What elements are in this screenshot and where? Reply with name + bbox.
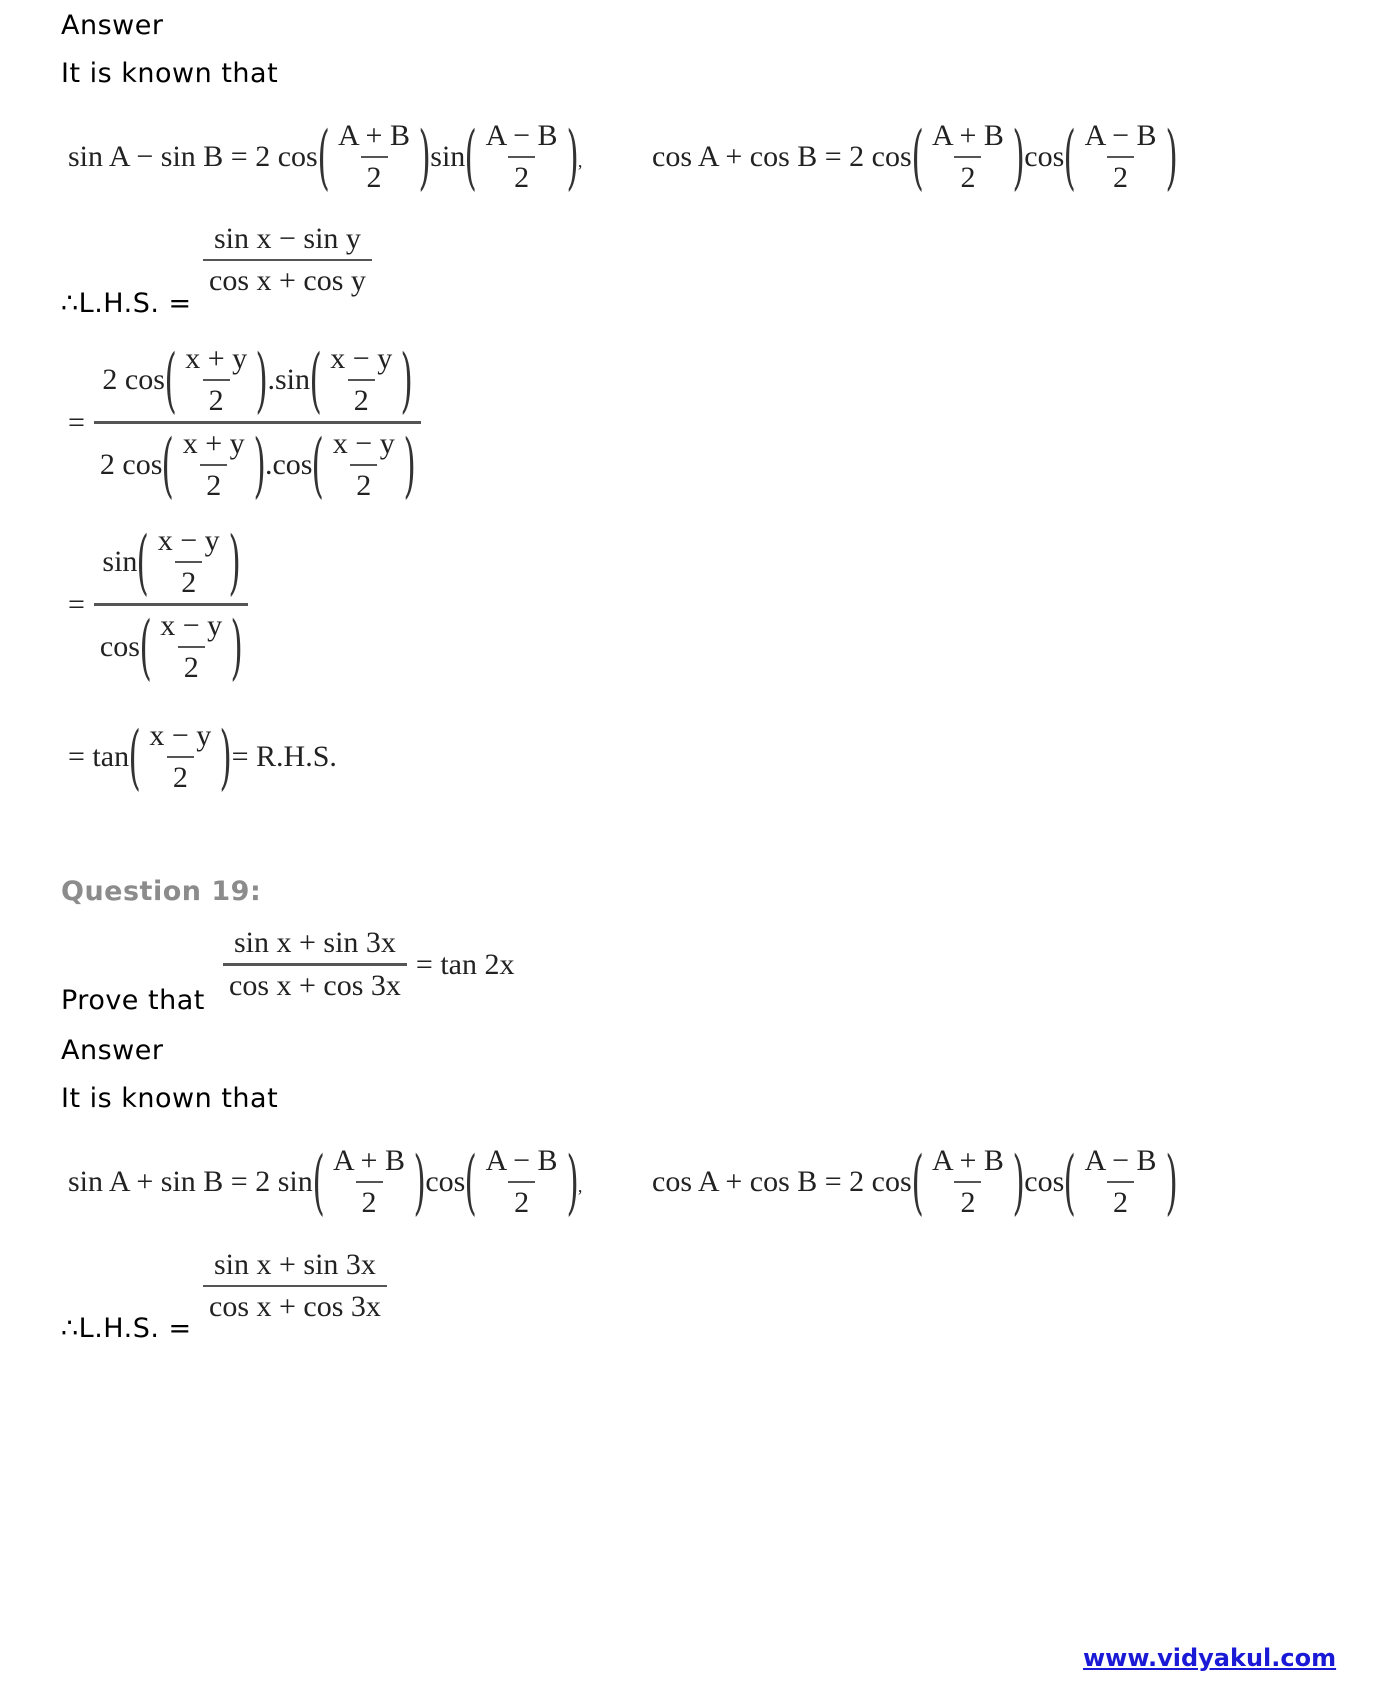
fraction-denominator: 2 — [1107, 1181, 1134, 1220]
lhs-fraction — [200, 222, 375, 298]
known-label: It is known that — [61, 58, 279, 89]
lhs-label-q19: ∴L.H.S. = — [61, 1313, 192, 1344]
step-2: = sin ( $\frac{x - y}{2}$ ) cos ( $\frac{x - y}{2}$ ) — [68, 524, 251, 685]
question-19-title: Question 19: — [61, 876, 262, 907]
fraction-numerator: x − y — [160, 609, 223, 642]
known-label-q19: It is known that — [61, 1083, 279, 1114]
fraction-denominator: 2 — [954, 156, 981, 195]
fraction-numerator: x − y — [149, 719, 212, 752]
fraction-numerator: sin x + sin 3x — [233, 926, 396, 959]
prove-label: Prove that — [61, 985, 205, 1016]
statement-rhs: = tan 2x — [415, 947, 515, 981]
fraction-denominator: 2 — [356, 1181, 383, 1220]
identity-cos-sum: cos A + cos B = 2 cos ( $\frac{A + B}{2}$ ) cos ( $\frac{A - B}{2}$ ) — [652, 116, 1178, 198]
fraction-denominator: 2 — [167, 756, 194, 795]
fraction-denominator: 2 — [350, 464, 377, 503]
fraction-numerator: A − B — [1084, 119, 1157, 152]
fraction-numerator: x + y — [182, 427, 245, 460]
fraction-numerator: sin x + sin 3x — [213, 1248, 376, 1281]
answer-label-q19: Answer — [61, 1035, 164, 1066]
identity-lhs: cos A + cos B = 2 cos — [652, 1165, 912, 1198]
fraction-denominator: 2 — [348, 379, 375, 418]
identity-sin-difference: sin A − sin B = 2 cos ( $\frac{A + B}{2}$ ) sin ( $\frac{A - B}{2}$ ) , — [68, 116, 583, 198]
fraction-numerator: x − y — [157, 524, 220, 557]
denominator-coefficient: 2 cos — [99, 448, 163, 481]
fraction-denominator: 2 — [954, 1181, 981, 1220]
denominator-function: cos — [99, 630, 140, 663]
fraction-numerator: A + B — [338, 119, 410, 152]
numerator-function: .sin — [267, 363, 310, 396]
equals-sign: = — [68, 587, 85, 621]
fraction-numerator: A − B — [485, 119, 558, 152]
fraction-numerator: A − B — [485, 1144, 558, 1177]
fraction-numerator: A + B — [932, 119, 1004, 152]
tan-prefix: = tan — [68, 740, 130, 773]
fraction-numerator: sin x − sin y — [213, 222, 361, 255]
denominator-function: .cos — [264, 448, 313, 481]
fraction-numerator: A + B — [333, 1144, 405, 1177]
fraction-denominator: 2 — [203, 379, 230, 418]
identity-function: cos — [425, 1165, 466, 1198]
fraction-numerator: x + y — [185, 342, 248, 375]
numerator-function: sin — [102, 545, 138, 578]
fraction-denominator: 2 — [508, 1181, 535, 1220]
lhs-label: ∴L.H.S. = — [61, 288, 192, 319]
step-3: = tan ( $\frac{x - y}{2}$ ) = R.H.S. — [68, 716, 337, 798]
lhs-fraction-q19 — [200, 1248, 390, 1324]
fraction-denominator: 2 — [175, 561, 202, 600]
identity-lhs: cos A + cos B = 2 cos — [652, 140, 912, 173]
fraction-denominator: cos x + cos 3x — [223, 963, 407, 1003]
fraction-numerator: A − B — [1084, 1144, 1157, 1177]
fraction-numerator: x − y — [332, 427, 395, 460]
identity-separator: , — [577, 151, 583, 171]
website-link[interactable]: www.vidyakul.com — [1083, 1644, 1337, 1672]
fraction-denominator: 2 — [178, 646, 205, 685]
fraction-denominator: cos x + cos y — [203, 259, 372, 298]
fraction-numerator: x − y — [330, 342, 393, 375]
numerator-coefficient: 2 cos — [102, 363, 165, 396]
rhs-result: = R.H.S. — [231, 740, 337, 773]
identity-function: cos — [1024, 140, 1065, 173]
identity-lhs: sin A + sin B = 2 sin — [68, 1165, 313, 1198]
q19-statement — [220, 926, 520, 1003]
fraction-denominator: cos x + cos 3x — [203, 1285, 387, 1324]
identity-function: cos — [1024, 1165, 1065, 1198]
fraction-denominator: 2 — [361, 156, 388, 195]
identity-lhs: sin A − sin B = 2 cos — [68, 140, 318, 173]
step-1: = 2 cos ( $\frac{x + y}{2}$ ) .sin ( $\frac{x - y}{2}$ ) 2 cos ( $\frac{x + y}{2}$ ) .cos ( $\frac{x - y}{2}$ ) — [68, 342, 424, 503]
fraction-denominator: 2 — [1107, 156, 1134, 195]
fraction-denominator: 2 — [508, 156, 535, 195]
equals-sign: = — [68, 405, 85, 439]
identity-sin-sum: sin A + sin B = 2 sin ( $\frac{A + B}{2}$ ) cos ( $\frac{A - B}{2}$ ) , — [68, 1141, 583, 1223]
identity-function: sin — [430, 140, 466, 173]
fraction-denominator: 2 — [200, 464, 227, 503]
identity-separator: , — [577, 1176, 583, 1196]
fraction-numerator: A + B — [932, 1144, 1004, 1177]
answer-label: Answer — [61, 10, 164, 41]
identity-cos-sum-q19: cos A + cos B = 2 cos ( $\frac{A + B}{2}$ ) cos ( $\frac{A - B}{2}$ ) — [652, 1141, 1178, 1223]
